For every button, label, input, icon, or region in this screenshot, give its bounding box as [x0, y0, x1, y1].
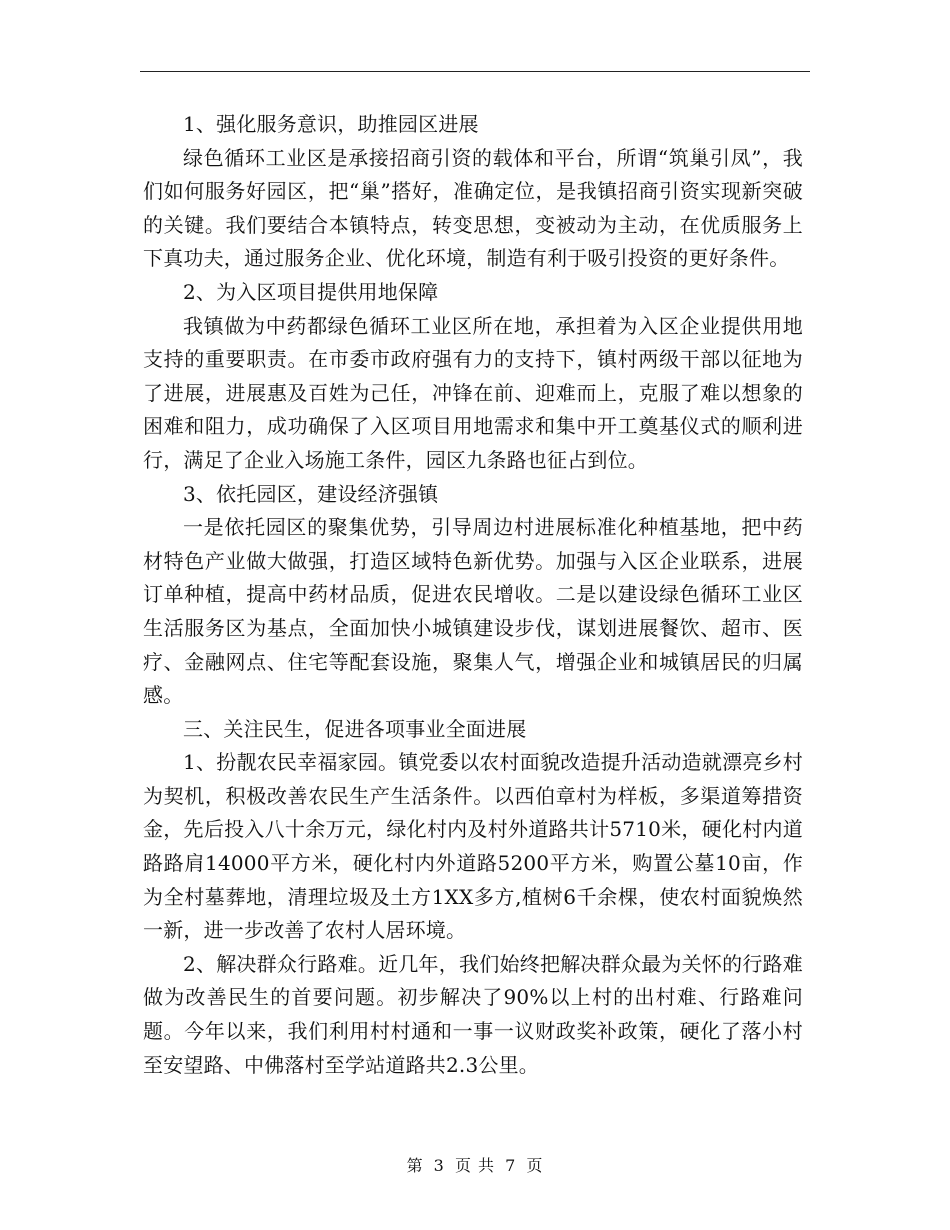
footer-current-page: 3: [433, 1156, 445, 1175]
heading-livelihood: 三、关注民生，促进各项事业全面进展: [183, 716, 527, 741]
footer-suffix: 页: [526, 1156, 544, 1175]
heading-land-guarantee: 2、为入区项目提供用地保障: [183, 279, 439, 304]
paragraph-economic-town: 一是依托园区的聚集优势，引导周边村进展标准化种植基地，把中药材特色产业做大做强，打造区域特色新优势。加强与入区企业联系，进展订单种植，提高中药材品质，促进农民增收。二是以建设绿色循环工业区生活服务区为基点，全面加快小城镇建设步伐，谋划进展餐饮、超市、医疗、金融网点、住宅等配套设施，聚集人气，增强企业和城镇居民的归属感。: [143, 515, 803, 708]
paragraph-land-guarantee: 我镇做为中药都绿色循环工业区所在地，承担着为入区企业提供用地支持的重要职责。在市委市政府强有力的支持下，镇村两级干部以征地为了进展，进展惠及百姓为己任，冲锋在前、迎难而上，克服了难以想象的困难和阻力，成功确保了入区项目用地需求和集中开工奠基仪式的顺利进行，满足了企业入场施工条件，园区九条路也征占到位。: [143, 313, 803, 472]
header-rule: [140, 71, 810, 72]
heading-strengthen-service: 1、强化服务意识，助推园区进展: [183, 112, 479, 136]
footer-total-pages: 7: [505, 1156, 517, 1175]
paragraph-strengthen-service: 绿色循环工业区是承接招商引资的载体和平台，所谓“筑巢引凤”，我们如何服务好园区，把“巢”搭好，准确定位，是我镇招商引资实现新突破的关键。我们要结合本镇特点，转变思想，变被动为主动，在优质服务上下真功夫，通过服务企业、优化环境，制造有利于吸引投资的更好条件。: [143, 145, 803, 271]
paragraph-road-difficulty: 2、解决群众行路难。近几年，我们始终把解决群众最为关怀的行路难做为改善民生的首要问题。初步解决了90%以上村的出村难、行路难问题。今年以来，我们利用村村通和一事一议财政奖补政策，硬化了落小村至安望路、中佛落村至学站道路共2.3公里。: [143, 951, 803, 1077]
paragraph-happy-homes: 1、扮靓农民幸福家园。镇党委以农村面貌改造提升活动造就漂亮乡村为契机，积极改善农民生产生活条件。以西伯章村为样板，多渠道筹措资金，先后投入八十余万元，绿化村内及村外道路共计5710米，硬化村内道路路肩14000平方米，硬化村内外道路5200平方米，购置公墓10亩，作为全村墓葬地，清理垃圾及土方1XX多方,植树6千余棵，使农村面貌焕然一新，进一步改善了农村人居环境。: [143, 750, 803, 943]
page-footer: [0, 1153, 950, 1176]
document-body: [143, 108, 803, 1082]
heading-economic-town: 3、依托园区，建设经济强镇: [183, 481, 439, 506]
footer-prefix: 第: [406, 1156, 424, 1175]
footer-middle: 页 共: [454, 1156, 496, 1175]
